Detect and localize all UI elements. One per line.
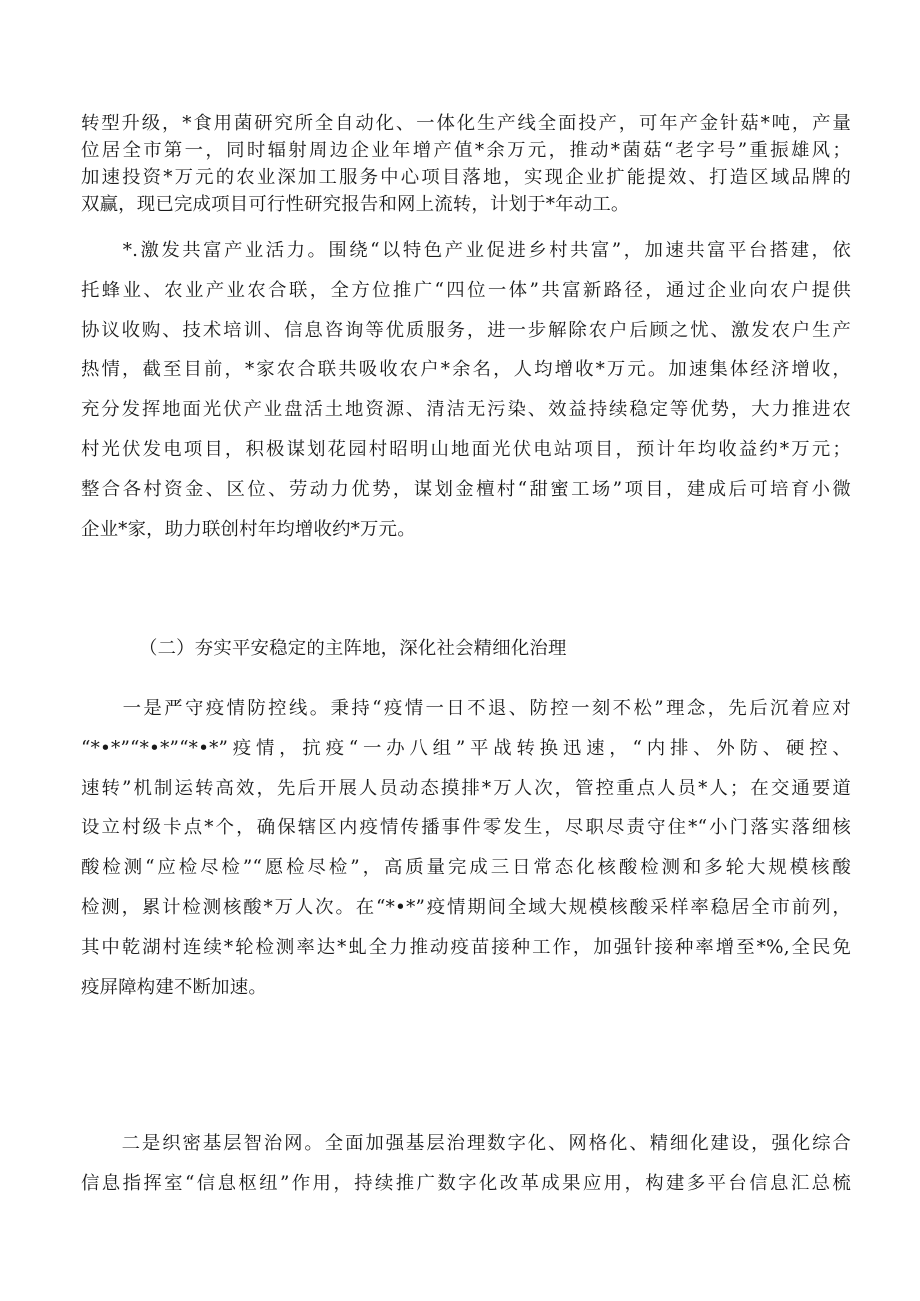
section-heading	[139, 629, 851, 669]
text-line: 酸检测“应检尽检”“愿检尽检”，高质量完成三日常态化核酸检测和多轮大规模核酸	[81, 857, 851, 879]
text-line: 村光伏发电项目，积极谋划花园村昭明山地面光伏电站项目，预计年均收益约*万元；	[81, 438, 851, 460]
text-line: 托蜂业、农业产业农合联，全方位推广“四位一体”共富新路径，通过企业向农户提供	[81, 279, 851, 301]
text-line: *.激发共富产业活力。围绕“以特色产业促进乡村共富”，加速共富平台搭建，依	[81, 240, 851, 261]
text-line: 热情，截至目前，*家农合联共吸收农户*余名，人均增收*万元。加速集体经济增收，	[81, 359, 851, 381]
text-line: 检测，累计检测核酸*万人次。在“*•*”疫情期间全域大规模核酸采样率稳居全市前列，	[81, 896, 851, 918]
paragraph-epidemic-control	[81, 689, 851, 1007]
text-line: 疫屏障构建不断加速。	[81, 976, 267, 998]
text-line: 二是织密基层智治网。全面加强基层治理数字化、网格化、精细化建设，强化综合	[81, 1133, 851, 1154]
paragraph-industry-upgrade	[81, 110, 851, 218]
text-line: 一是严守疫情防控线。秉持“疫情一日不退、防控一刻不松”理念，先后沉着应对	[81, 698, 851, 719]
text-line: 速转”机制运转高效，先后开展人员动态摸排*万人次，管控重点人员*人；在交通要道	[81, 777, 851, 799]
text-line: 整合各村资金、区位、劳动力优势，谋划金檀村“甜蜜工场”项目，建成后可培育小微	[81, 478, 851, 500]
text-line: 设立村级卡点*个，确保辖区内疫情传播事件零发生，尽职尽责守住*“小门落实落细核	[81, 817, 851, 839]
heading-text: （二）夯实平安稳定的主阵地，深化社会精细化治理	[139, 638, 567, 659]
text-line: “*•*”“*•*”“*•*”疫情，抗疫“一办八组”平战转换迅速，“内排、外防、硬控、	[81, 737, 851, 759]
text-line: 其中乾湖村连续*轮检测率达*虬全力推动疫苗接种工作，加强针接种率增至*%,全民免	[81, 936, 851, 958]
text-line: 信息指挥室“信息枢纽”作用，持续推广数字化改革成果应用，构建多平台信息汇总梳	[81, 1172, 851, 1194]
paragraph-grassroots-governance	[81, 1124, 851, 1204]
text-line: 位居全市第一，同时辐射周边企业年增产值*余万元，推动*菌菇“老字号”重振雄风；	[81, 140, 851, 161]
text-line: 转型升级，*食用菌研究所全自动化、一体化生产线全面投产，可年产金针菇*吨，产量	[81, 113, 851, 134]
text-line: 充分发挥地面光伏产业盘活土地资源、清洁无污染、效益持续稳定等优势，大力推进农	[81, 399, 851, 421]
text-line: 企业*家，助力联创村年均增收约*万元。	[81, 518, 416, 540]
text-line: 加速投资*万元的农业深加工服务中心项目落地，实现企业扩能提效、打造区域品牌的	[81, 167, 851, 188]
paragraph-common-prosperity	[81, 231, 851, 549]
text-line: 协议收购、技术培训、信息咨询等优质服务，进一步解除农户后顾之忧、激发农户生产	[81, 319, 851, 341]
text-line: 双赢，现已完成项目可行性研究报告和网上流转，计划于*年动工。	[81, 194, 630, 215]
